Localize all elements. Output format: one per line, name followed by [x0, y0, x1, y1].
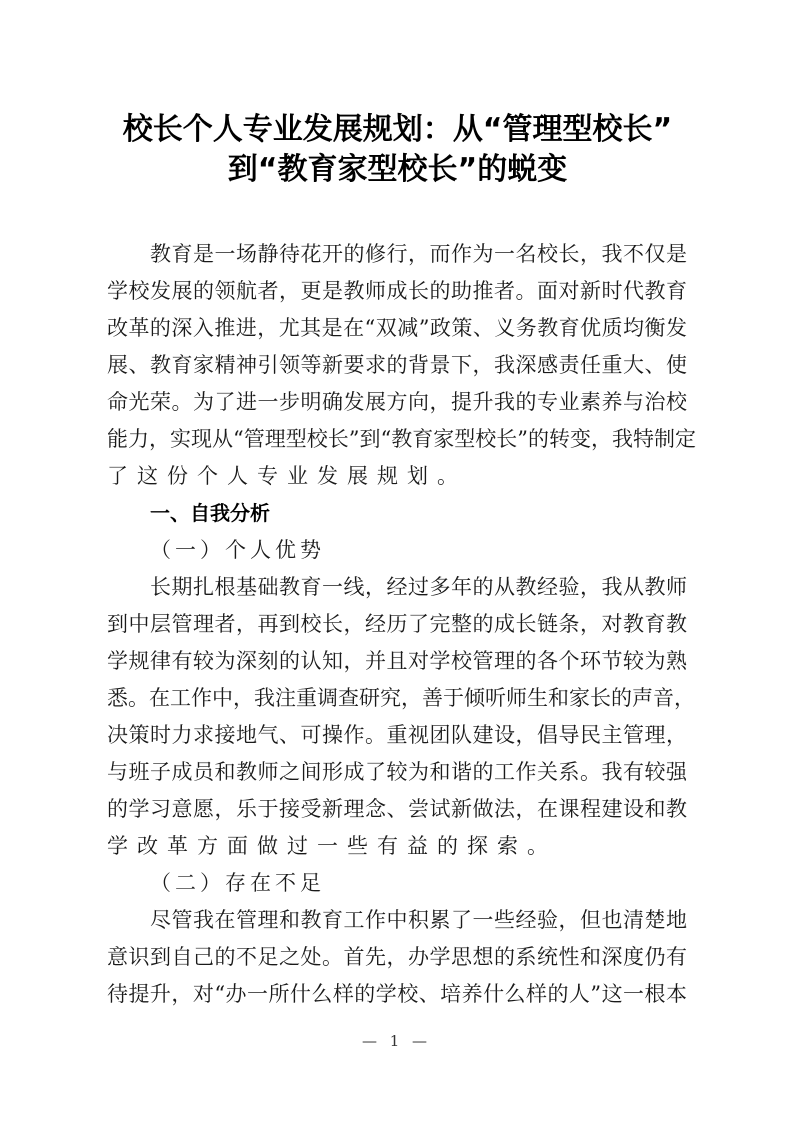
paragraph-line: 尽管我在管理和教育工作中积累了一些经验，但也清楚地 [150, 908, 687, 932]
paragraph-line: 教育是一场静待花开的修行，而作为一名校长，我不仅是 [150, 242, 687, 266]
paragraph-line: 悉。在工作中，我注重调查研究，善于倾听师生和家长的声音， [107, 686, 695, 710]
intro-paragraph [107, 236, 696, 495]
title-line-1: 校长个人专业发展规划：从“管理型校长” [122, 112, 673, 147]
document-body [107, 236, 696, 1013]
subsection-heading: （一）个人优势 [150, 538, 325, 562]
paragraph-line: 了这份个人专业发展规划。 [107, 464, 467, 488]
title-line-2: 到“教育家型校长”的蜕变 [227, 152, 568, 187]
paragraph-line: 学校发展的领航者，更是教师成长的助推者。面对新时代教育 [107, 279, 687, 303]
paragraph-line: 能力，实现从“管理型校长”到“教育家型校长”的转变，我特制定 [107, 427, 696, 451]
paragraph-line: 命光荣。为了进一步明确发展方向，提升我的专业素养与治校 [107, 390, 687, 414]
paragraph-line: 长期扎根基础教育一线，经过多年的从教经验，我从教师 [150, 575, 687, 599]
paragraph-line: 到中层管理者，再到校长，经历了完整的成长链条，对教育教 [107, 612, 687, 636]
paragraph-line: 意识到自己的不足之处。首先，办学思想的系统性和深度仍有 [107, 945, 687, 969]
strengths-paragraph [107, 569, 695, 865]
paragraph-line: 展、教育家精神引领等新要求的背景下，我深感责任重大、使 [107, 353, 687, 377]
document-title [100, 110, 695, 190]
paragraph-line: 决策时力求接地气、可操作。重视团队建设，倡导民主管理， [107, 723, 687, 747]
subsection-heading: （二）存在不足 [150, 871, 325, 895]
paragraph-line: 待提升，对“办一所什么样的学校、培养什么样的人”这一根本 [107, 982, 687, 1006]
paragraph-line: 的学习意愿，乐于接受新理念、尝试新做法，在课程建设和教 [107, 797, 687, 821]
paragraph-line: 改革的深入推进，尤其是在“双减”政策、义务教育优质均衡发 [107, 316, 687, 340]
page-number: — 1 — [361, 1032, 432, 1050]
section-heading: 一、自我分析 [150, 501, 270, 525]
paragraph-line: 与班子成员和教师之间形成了较为和谐的工作关系。我有较强 [107, 760, 687, 784]
weaknesses-paragraph [107, 902, 687, 1013]
paragraph-line: 学规律有较为深刻的认知，并且对学校管理的各个环节较为熟 [107, 649, 687, 673]
paragraph-line: 学改革方面做过一些有益的探索。 [107, 834, 557, 858]
